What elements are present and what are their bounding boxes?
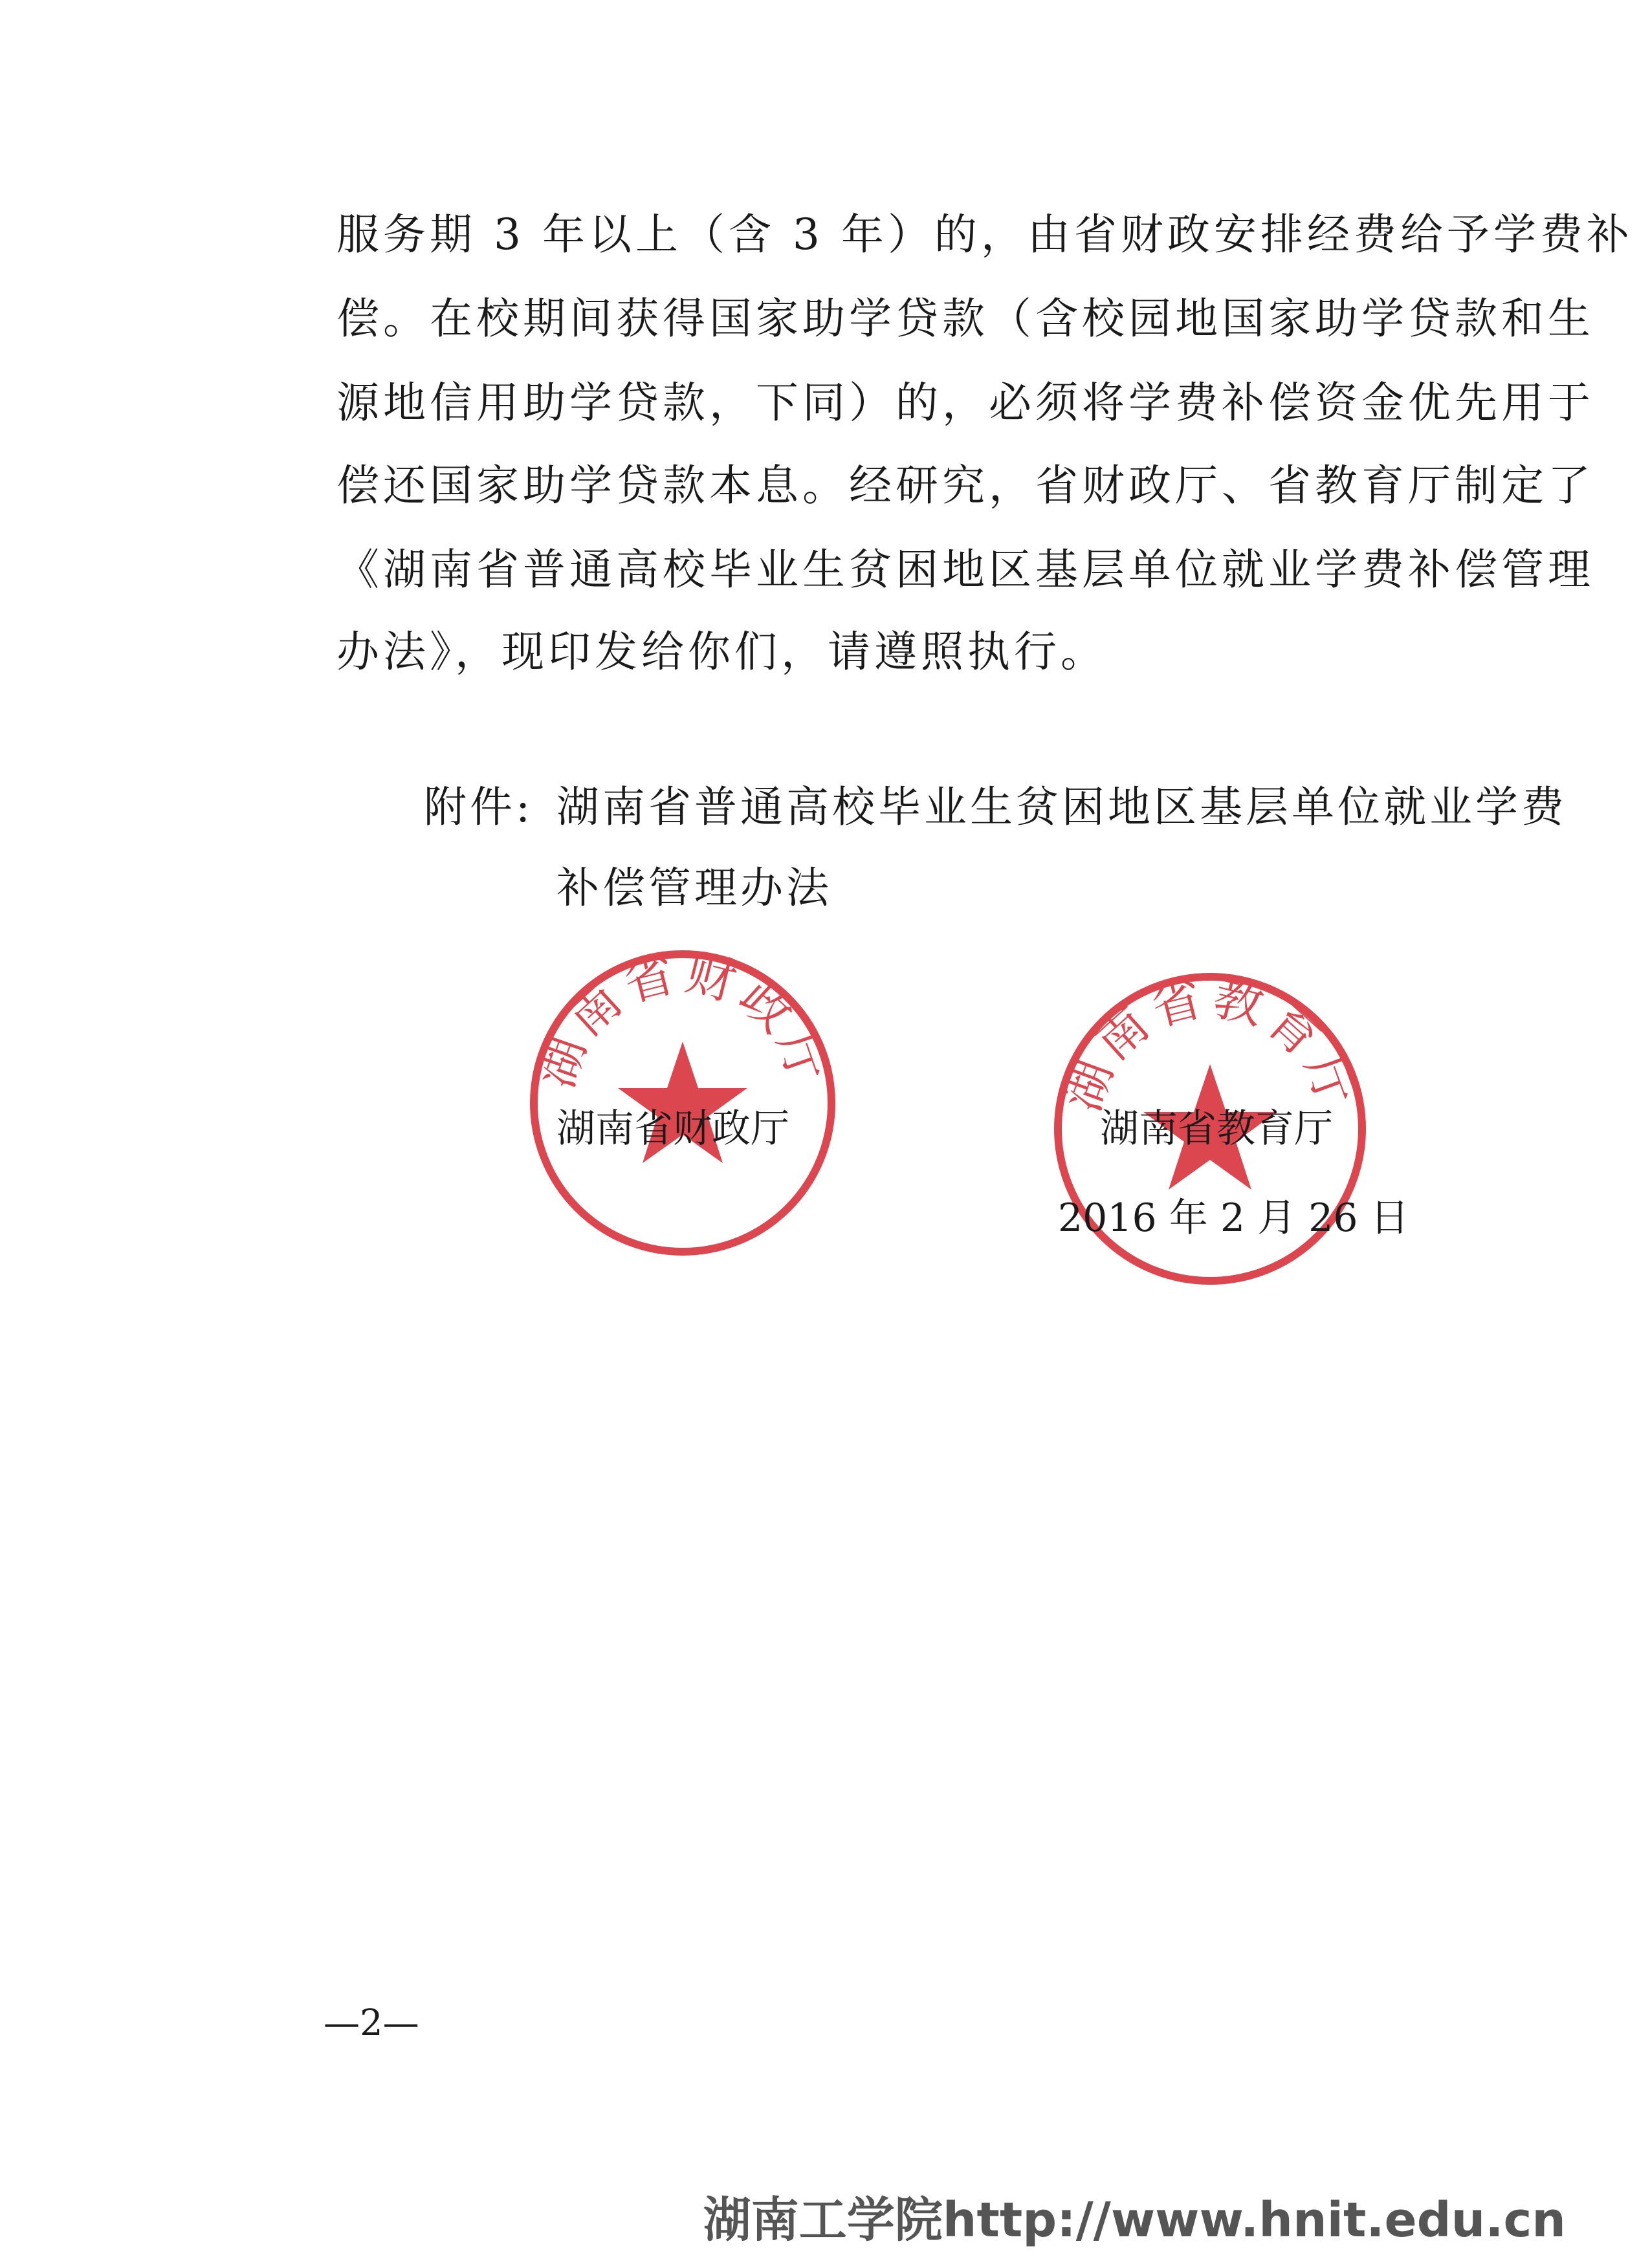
body-line-5: 《湖南省普通高校毕业生贫困地区基层单位就业学费补偿管理 <box>336 545 1594 594</box>
svg-text:湖南省教育厅: 湖南省教育厅 <box>1053 968 1367 1119</box>
body-line-1: 服务期 3 年以上（含 3 年）的，由省财政安排经费给予学费补 <box>336 210 1633 259</box>
body-line-4: 偿还国家助学贷款本息。经研究，省财政厅、省教育厅制定了 <box>336 461 1594 510</box>
finance-dept-name: 湖南省财政厅 <box>556 1106 789 1151</box>
svg-text:湖南省财政厅: 湖南省财政厅 <box>526 944 839 1095</box>
attachment-label: 附件: <box>424 782 534 832</box>
finance-dept-seal <box>524 944 841 1261</box>
body-line-2: 偿。在校期间获得国家助学贷款（含校园地国家助学贷款和生 <box>336 294 1594 343</box>
issue-date: 2016 年 2 月 26 日 <box>1058 1195 1409 1241</box>
site-watermark: 湖南工学院http://www.hnit.edu.cn <box>703 2192 1566 2248</box>
body-line-6: 办法》，现印发给你们，请遵照执行。 <box>336 627 1107 677</box>
page-number: —2— <box>324 2002 419 2044</box>
education-dept-name: 湖南省教育厅 <box>1100 1106 1333 1151</box>
attachment-title-line-1: 湖南省普通高校毕业生贫困地区基层单位就业学费 <box>556 782 1567 832</box>
attachment-title-line-2: 补偿管理办法 <box>556 863 832 913</box>
body-line-3: 源地信用助学贷款，下同）的，必须将学费补偿资金优先用于 <box>336 378 1594 428</box>
